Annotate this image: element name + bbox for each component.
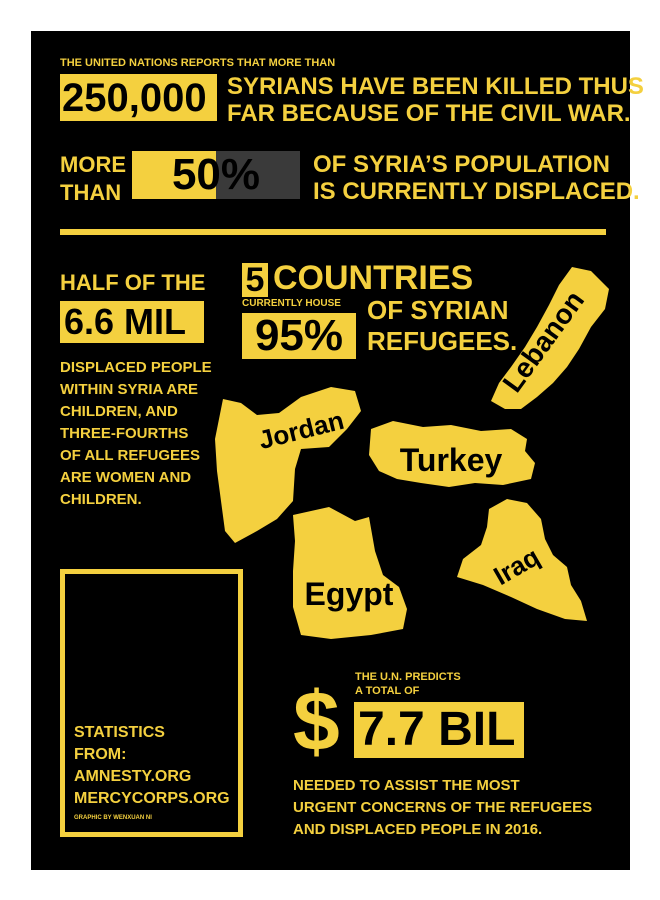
displaced-than: THAN [60,180,122,205]
countries-of-syrian: OF SYRIAN [367,295,509,325]
sources-credit: GRAPHIC BY WENXUAN NI [74,815,152,821]
aid-dollar-sign: $ [293,674,340,768]
killed-line2: FAR BECAUSE OF THE CIVIL WAR. [227,100,631,127]
countries-word: COUNTRIES [273,259,474,297]
aid-intro2: A TOTAL OF [355,685,420,697]
children-number: 6.6 MIL [60,301,204,343]
iraq-label: Iraq [488,541,545,592]
turkey-label: Turkey [399,442,503,478]
aid-line: AND DISPLACED PEOPLE IN 2016. [293,821,543,838]
children-line: CHILDREN. [60,491,142,508]
children-line: THREE-FOURTHS [60,425,189,442]
displaced-more: MORE [60,152,126,177]
killed-intro: THE UNITED NATIONS REPORTS THAT MORE THAN [60,57,336,69]
displaced-line1: OF SYRIA’S POPULATION [313,151,610,178]
children-line: DISPLACED PEOPLE [60,359,212,376]
countries-number: 5 [242,263,268,297]
sources-line2: FROM: [74,746,127,763]
children-line: CHILDREN, AND [60,403,178,420]
sources-line1: STATISTICS [74,724,165,741]
aid-line: URGENT CONCERNS OF THE REFUGEES [293,799,593,816]
section-divider [60,229,606,235]
countries-refugees: REFUGEES. [367,326,518,356]
children-line: ARE WOMEN AND [60,469,192,486]
jordan-label: Jordan [255,404,347,456]
displaced-line2: IS CURRENTLY DISPLACED. [313,178,640,205]
killed-line1: SYRIANS HAVE BEEN KILLED THUS [227,73,644,100]
aid-description [293,775,592,841]
displaced-percent: 50% [171,150,261,199]
children-line: WITHIN SYRIA ARE [60,381,199,398]
aid-intro1: THE U.N. PREDICTS [355,671,461,683]
children-line: OF ALL REFUGEES [60,447,201,464]
children-half-of-the: HALF OF THE [60,270,206,295]
countries-currently-house: CURRENTLY HOUSE [242,298,341,309]
countries-percent: 95% [242,313,356,359]
egypt-label: Egypt [304,576,394,612]
sources-line3: AMNESTY.ORG [74,768,192,785]
children-description [60,357,212,511]
egypt-map [293,507,407,639]
killed-number: 250,000 [60,74,217,121]
infographic-poster [31,31,644,870]
aid-line: NEEDED TO ASSIST THE MOST [293,777,520,794]
percent-progress-bar [132,151,300,199]
sources-line4: MERCYCORPS.ORG [74,790,230,807]
lebanon-label: Lebanon [496,285,591,398]
aid-amount: 7.7 BIL [354,702,524,758]
